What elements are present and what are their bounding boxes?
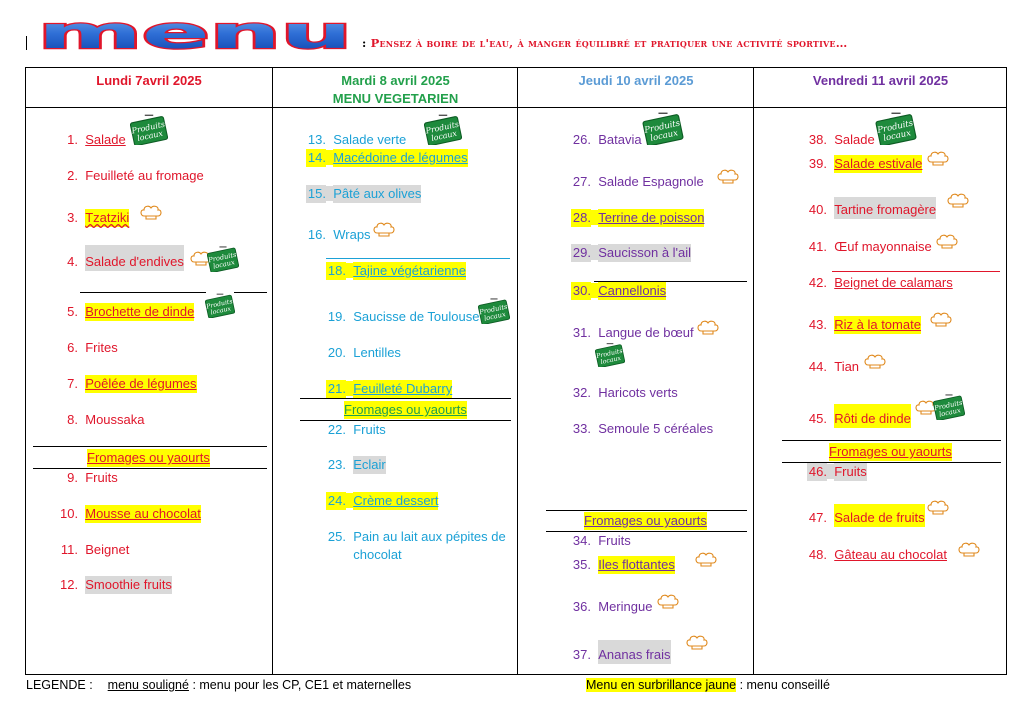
divider (234, 292, 267, 293)
list-item: 5. Brochette de dinde (67, 304, 195, 319)
produits-locaux-badge-icon (875, 111, 917, 145)
list-item: 22. Fruits (327, 422, 386, 437)
chef-hat-icon (926, 499, 950, 515)
list-item: 35. Iles flottantes (572, 557, 675, 572)
list-item: 4. Salade d'endives (60, 245, 184, 271)
list-item: 27. Salade Espagnole (572, 174, 704, 189)
divider (80, 292, 206, 293)
list-item: 19. Saucisse de Toulouse (327, 309, 480, 324)
cheese-course: Fromages ou yaourts (829, 444, 952, 459)
list-item: 24. Crème dessert (327, 493, 439, 508)
legend-highlight (586, 678, 830, 692)
chef-hat-icon (696, 319, 720, 335)
list-item: 7. Poêlée de légumes (67, 376, 197, 391)
list-item: 46. Fruits (808, 464, 867, 479)
chef-hat-icon (139, 204, 163, 220)
list-item: 11. Beignet (60, 542, 130, 557)
chef-hat-icon (656, 593, 680, 609)
list-item: 28. Terrine de poisson (572, 210, 705, 225)
produits-locaux-badge-icon (424, 113, 462, 145)
list-item: 18. Tajine végétarienne (327, 263, 466, 278)
list-item: 3. Tzatziki (67, 210, 130, 225)
column-thursday (517, 68, 754, 674)
chef-hat-icon (929, 311, 953, 327)
list-item: 25. Pain au lait aux pépites de chocolat (327, 529, 506, 562)
list-item: 29. Saucisson à l'ail (572, 245, 692, 260)
list-item: 26. Batavia (572, 132, 642, 147)
list-item: 44. Tian (808, 359, 860, 374)
list-item: 32. Haricots verts (572, 385, 678, 400)
divider (782, 440, 1001, 441)
chef-hat-icon (863, 353, 887, 369)
chef-hat-icon (957, 541, 981, 557)
list-item: 34. Fruits (572, 533, 631, 548)
legend-label: LEGENDE : (26, 678, 93, 692)
chef-hat-icon (685, 634, 709, 650)
list-item: 30. Cannellonis (572, 283, 667, 298)
chef-hat-icon (926, 150, 950, 166)
list-item: 12. Smoothie fruits (60, 577, 172, 592)
divider (832, 271, 1000, 272)
day-header-monday: Lundi 7avril 2025 (26, 68, 272, 108)
produits-locaux-badge-icon (205, 292, 235, 318)
text-cursor (26, 36, 27, 50)
list-item: 23. Eclair (327, 457, 386, 472)
divider (33, 446, 267, 447)
list-item: 40. Tartine fromagère (807, 197, 936, 219)
list-item: 47. Salade de fruits (807, 504, 925, 527)
divider (546, 510, 747, 511)
day-header-friday: Vendredi 11 avril 2025 (754, 68, 1007, 108)
cheese-course: Fromages ou yaourts (344, 402, 467, 417)
chef-hat-icon (372, 221, 396, 237)
list-item: 2. Feuilleté au fromage (67, 168, 204, 183)
list-item: 43. Riz à la tomate (808, 317, 921, 332)
legend-highlight-desc: : menu conseillé (736, 678, 830, 692)
legend (26, 678, 411, 692)
list-item: 8. Moussaka (67, 412, 145, 427)
list-item: 36. Meringue (572, 599, 653, 614)
list-item: 16. Wraps (307, 227, 371, 242)
menu-logo (36, 16, 354, 50)
list-item: 31. Langue de bœuf (572, 325, 694, 340)
cheese-course: Fromages ou yaourts (584, 513, 707, 528)
list-item: 39. Salade estivale (808, 156, 923, 171)
chef-hat-icon (694, 551, 718, 567)
legend-underline-desc: : menu pour les CP, CE1 et maternelles (188, 678, 412, 692)
tagline: : Pensez à boire de l'eau, à manger équilibré et pratiquer une activité sportive… (362, 36, 848, 50)
list-item: 48. Gâteau au chocolat (808, 547, 947, 562)
produits-locaux-badge-icon (130, 113, 168, 145)
list-item: 45. Rôti de dinde (807, 404, 911, 428)
produits-locaux-badge-icon (642, 111, 684, 145)
produits-locaux-badge-icon (595, 342, 625, 367)
list-item: 14. Macédoine de légumes (307, 150, 468, 165)
day-header-thursday: Jeudi 10 avril 2025 (518, 68, 754, 108)
list-item: 20. Lentilles (327, 345, 401, 360)
chef-hat-icon (716, 168, 740, 184)
divider (326, 258, 510, 259)
legend-highlight-sample: Menu en surbrillance jaune (586, 678, 737, 692)
svg-text:menu: menu (38, 16, 352, 50)
list-item: 33. Semoule 5 céréales (572, 421, 714, 436)
list-item: 1. Salade (67, 132, 126, 147)
list-item: 42. Beignet de calamars (808, 275, 953, 290)
produits-locaux-badge-icon (933, 393, 965, 420)
list-item: 37. Ananas frais (571, 640, 671, 664)
list-item: 41. Œuf mayonnaise (808, 239, 932, 254)
chef-hat-icon (935, 233, 959, 249)
list-item: 38. Salade (808, 132, 875, 147)
cheese-course: Fromages ou yaourts (87, 450, 210, 465)
list-item: 9. Fruits (67, 470, 118, 485)
list-item: 13. Salade verte (307, 132, 407, 147)
produits-locaux-badge-icon (478, 297, 510, 324)
list-item: 6. Frites (67, 340, 118, 355)
list-item: 15. Pâté aux olives (307, 186, 422, 201)
legend-underline-sample: menu souligné (107, 678, 189, 692)
chef-hat-icon (946, 192, 970, 208)
list-item: 21. Feuilleté Dubarry (327, 381, 453, 396)
day-header-tuesday: Mardi 8 avril 2025 MENU VEGETARIEN (273, 68, 518, 108)
divider (300, 398, 511, 399)
produits-locaux-badge-icon (207, 245, 239, 272)
list-item: 10. Mousse au chocolat (60, 506, 201, 521)
